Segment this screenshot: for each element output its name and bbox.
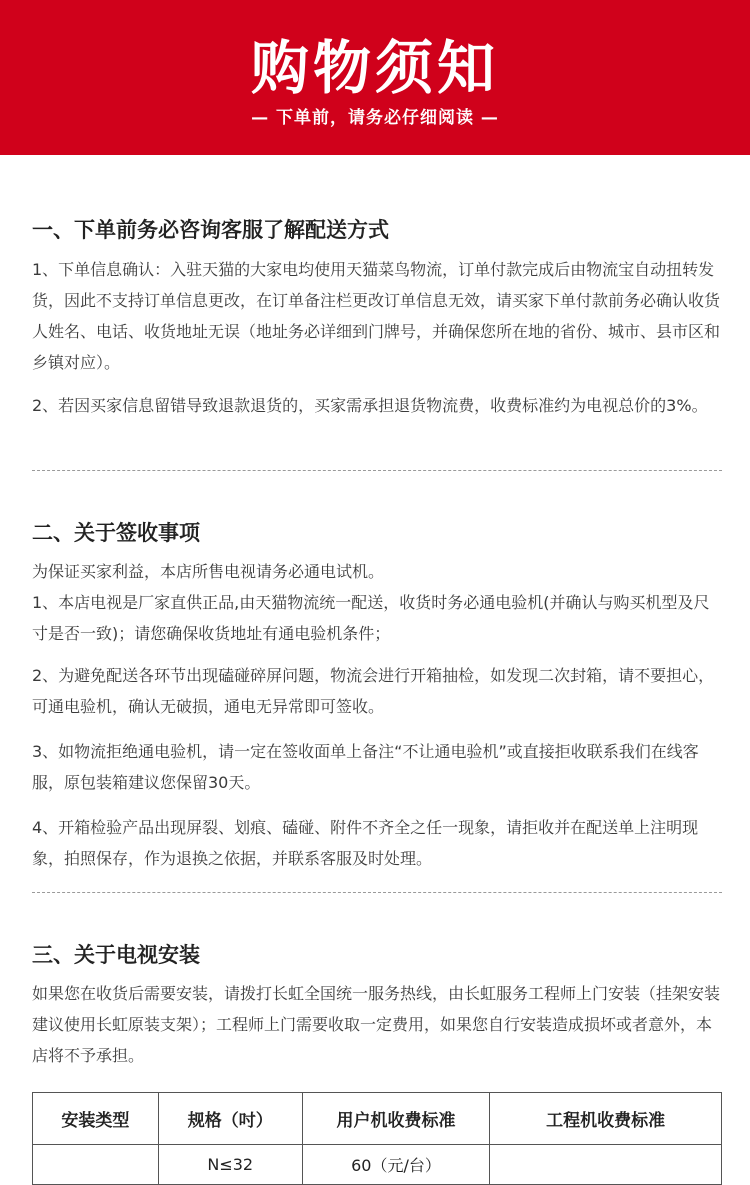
paragraph: 1、下单信息确认：入驻天猫的大家电均使用天猫菜鸟物流，订单付款完成后由物流宝自动扭转发货，因此不支持订单信息更改，在订单备注栏更改订单信息无效，请买家下单付款前务必确认收货人姓名、电话、收货地址无误（地址务必详细到门牌号，并确保您所在地的省份、城市、县市区和乡镇对应）。 (32, 260, 721, 372)
section-install-body (32, 978, 722, 1071)
section-install (32, 940, 722, 970)
section-receipt-body-3 (32, 736, 722, 798)
paragraph: 4、开箱检验产品出现屏裂、划痕、磕碰、附件不齐全之任一现象，请拒收并在配送单上注明现象，拍照保存，作为退换之依据，并联系客服及时处理。 (32, 818, 699, 868)
section-title: 三、关于电视安装 (32, 943, 200, 967)
section-delivery-body-2 (32, 390, 722, 421)
table-row (33, 1145, 722, 1185)
page-subtitle: — 下单前，请务必仔细阅读 — (251, 108, 499, 128)
column-header: 用户机收费标准 (302, 1093, 490, 1145)
column-header: 工程机收费标准 (490, 1093, 722, 1145)
section-receipt (32, 518, 722, 548)
table-cell (490, 1145, 722, 1185)
section-receipt-body-2 (32, 660, 722, 722)
section-receipt-body-4 (32, 812, 722, 874)
column-header: 规格（吋） (158, 1093, 302, 1145)
table-cell (33, 1145, 159, 1185)
table-cell: 60（元/台） (302, 1145, 490, 1185)
paragraph: 如果您在收货后需要安装，请拨打长虹全国统一服务热线，由长虹服务工程师上门安装（挂架安装建议使用长虹原装支架）；工程师上门需要收取一定费用，如果您自行安装造成损坏或者意外，本店将不予承担。 (32, 984, 721, 1065)
section-divider (32, 892, 722, 893)
header-banner (0, 0, 750, 155)
section-delivery (32, 215, 722, 245)
paragraph: 2、为避免配送各环节出现磕碰碎屏问题，物流会进行开箱抽检，如发现二次封箱，请不要担心，可通电验机，确认无破损，通电无异常即可签收。 (32, 666, 715, 716)
section-divider (32, 470, 722, 471)
section-title: 一、下单前务必咨询客服了解配送方式 (32, 218, 389, 242)
section-title: 二、关于签收事项 (32, 521, 200, 545)
section-delivery-body (32, 254, 722, 378)
paragraph: 3、如物流拒绝通电验机，请一定在签收面单上备注“不让通电验机”或直接拒收联系我们在线客服，原包装箱建议您保留30天。 (32, 742, 699, 792)
column-header: 安装类型 (33, 1093, 159, 1145)
table-cell: N≤32 (158, 1145, 302, 1185)
section-receipt-body (32, 556, 722, 649)
paragraph: 为保证买家利益，本店所售电视请务必通电试机。 (32, 562, 385, 581)
install-fee-table (32, 1092, 722, 1185)
paragraph: 2、若因买家信息留错导致退款退货的，买家需承担退货物流费，收费标准约为电视总价的3%。 (32, 396, 708, 415)
page-title: 购物须知 (250, 34, 499, 102)
paragraph: 1、本店电视是厂家直供正品,由天猫物流统一配送，收货时务必通电验机(并确认与购买机型及尺寸是否一致)；请您确保收货地址有通电验机条件； (32, 593, 710, 643)
table-header-row (33, 1093, 722, 1145)
